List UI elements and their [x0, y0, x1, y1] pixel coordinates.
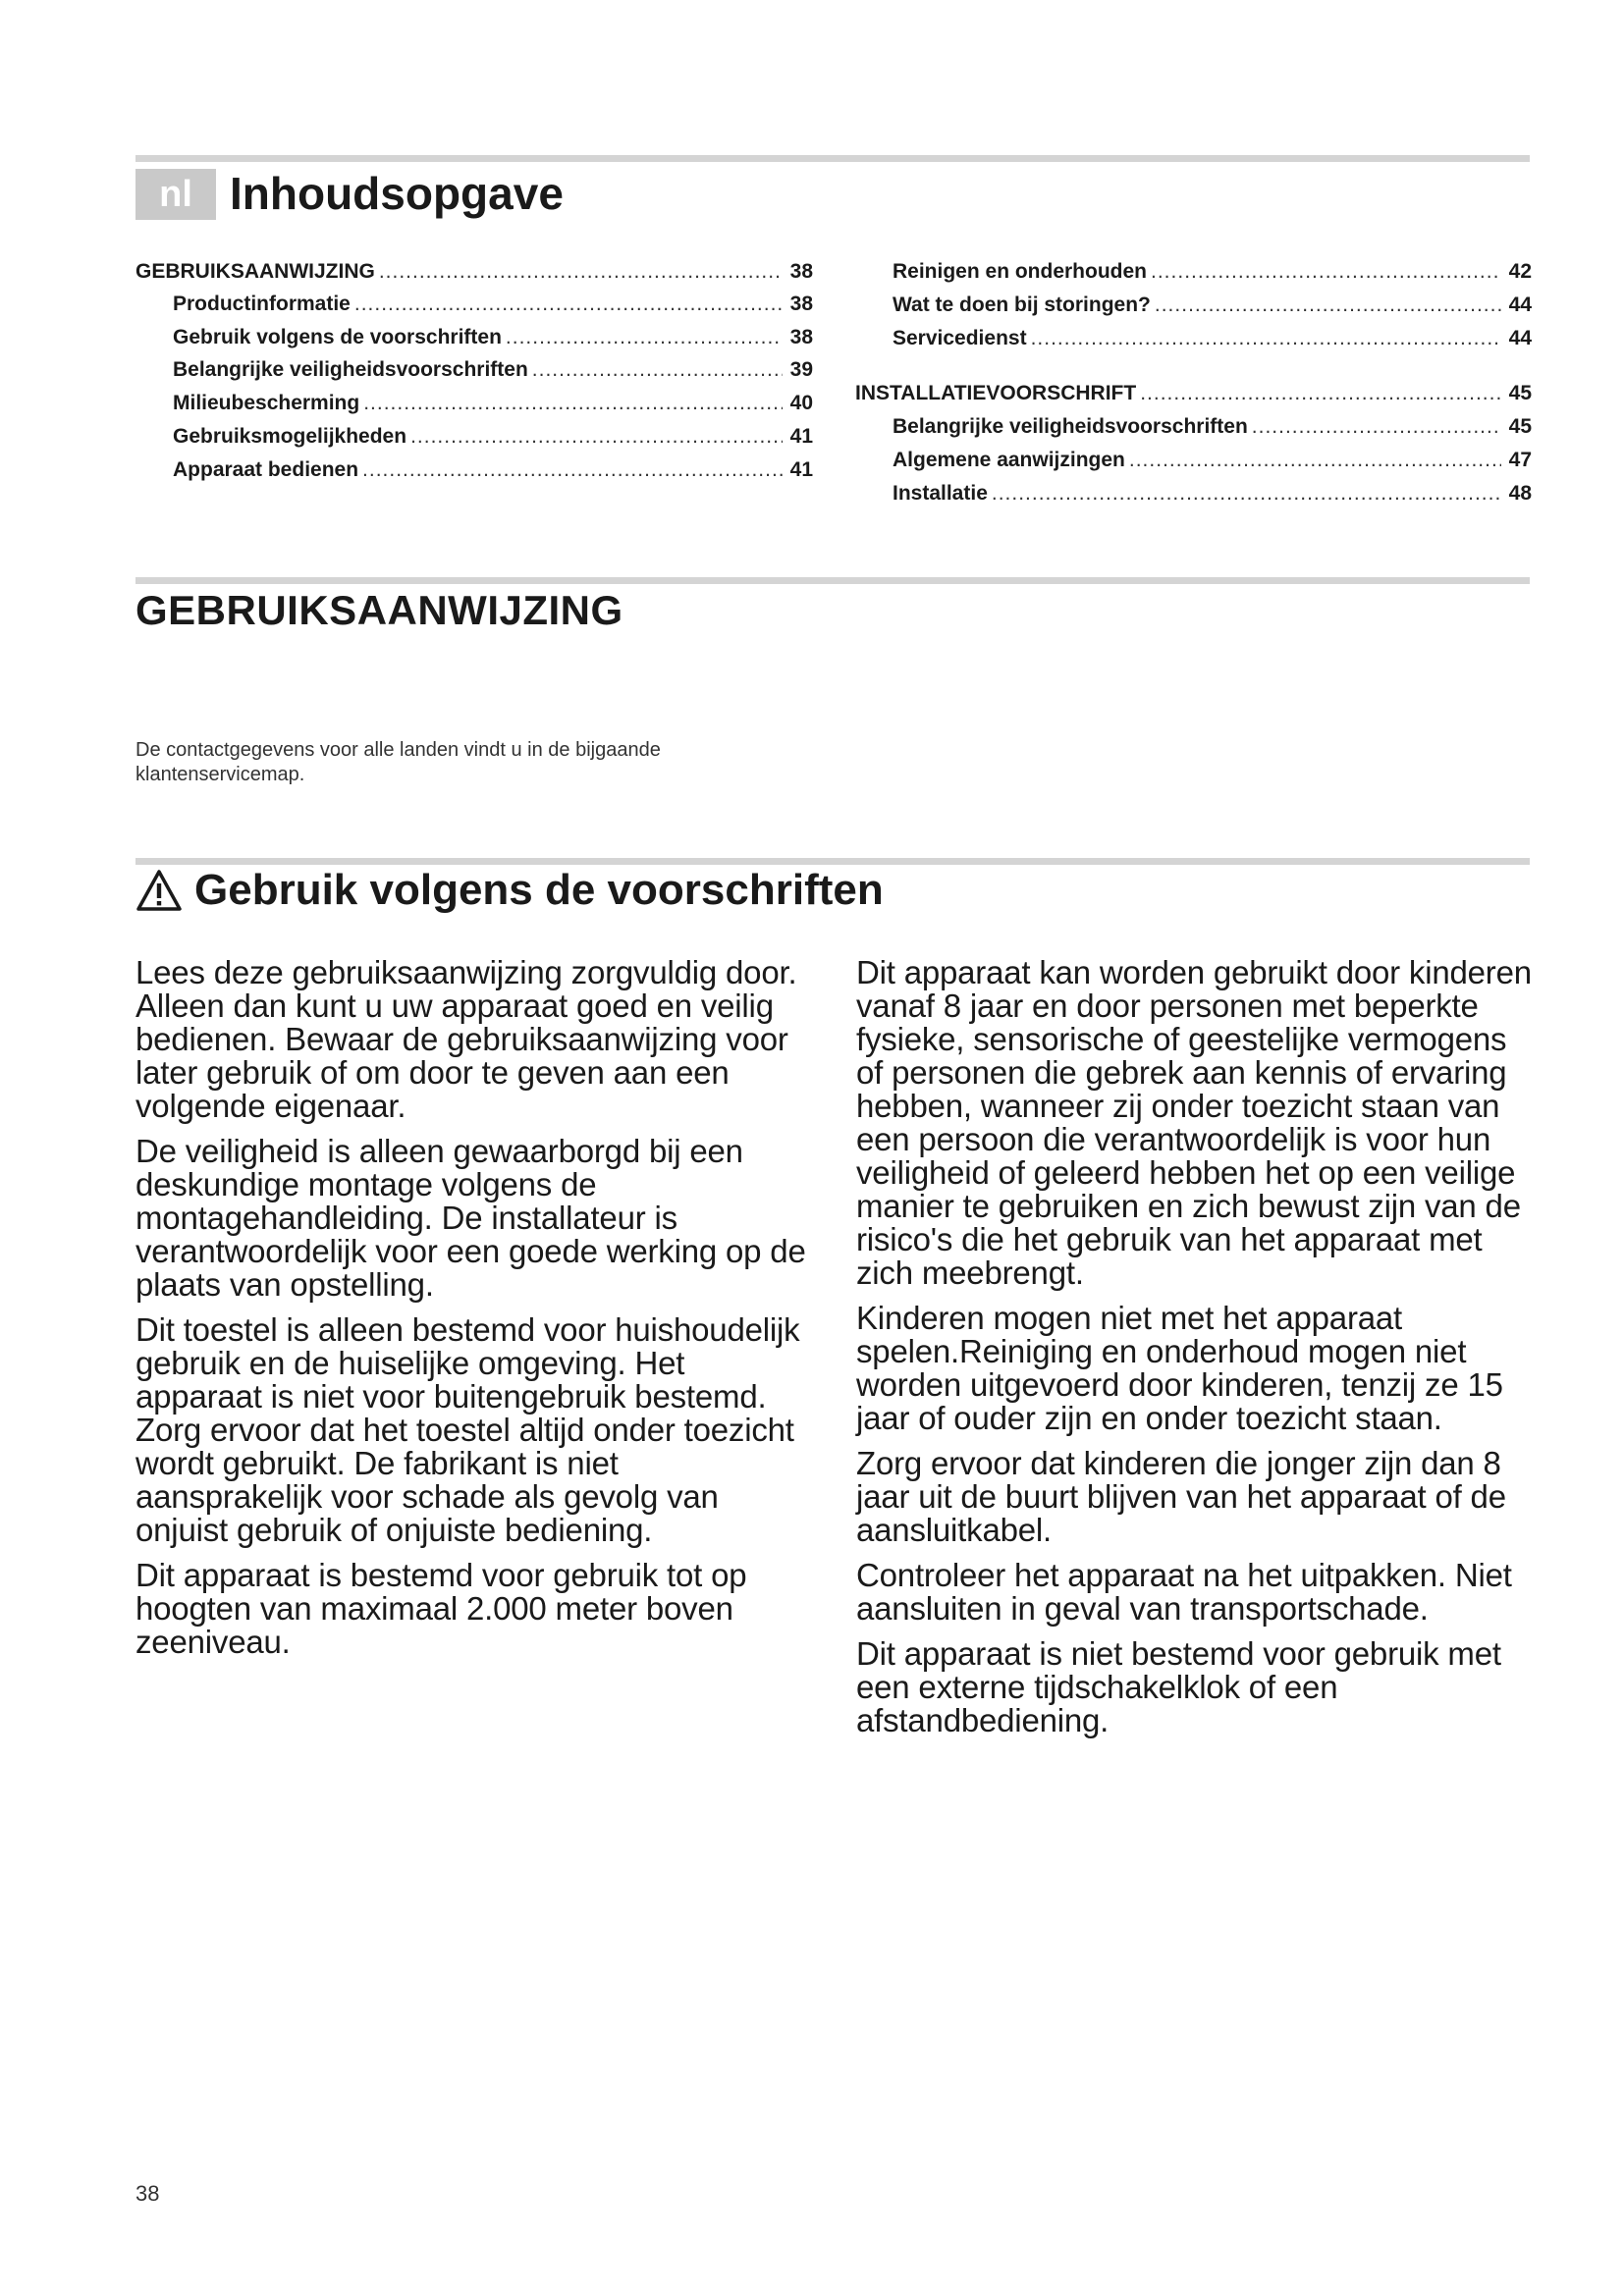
usage-left-column: [135, 956, 813, 1671]
toc-entry: [893, 257, 1532, 287]
toc-leader-dots: [506, 323, 783, 352]
toc-entry-label: Gebruik volgens de voorschriften: [173, 326, 502, 348]
toc-entry: [855, 379, 1532, 408]
toc-leader-dots: [532, 355, 783, 385]
toc-entry: [893, 291, 1532, 320]
toc-entry-page: 40: [789, 392, 813, 414]
usage-paragraph: Kinderen mogen niet met het apparaat spelen.Reiniging en onderhoud mogen niet worden uitgevoerd door kinderen, tenzij ze 15 jaar of ouder zijn en onder toezicht staan.: [856, 1300, 1503, 1436]
toc-entry: [173, 323, 813, 352]
toc-leader-dots: [354, 290, 783, 319]
toc-entry-label: Belangrijke veiligheidsvoorschriften: [893, 415, 1248, 438]
usage-paragraph: Dit toestel is alleen bestemd voor huishoudelijk gebruik en de huiselijke omgeving. Het apparaat is niet voor buitengebruik bestemd. Zorg ervoor dat het toestel altijd onder toezicht wordt gebruikt. De fabrikant is niet aansprakelijk voor schade als gevolg van onjuist gebruik of onjuiste bediening.: [135, 1311, 800, 1548]
toc-entry-page: 45: [1508, 382, 1532, 404]
language-badge: nl: [135, 169, 216, 220]
toc-entry-page: 38: [789, 326, 813, 348]
toc-entry: [135, 257, 813, 287]
toc-entry-page: 44: [1508, 327, 1532, 349]
usage-paragraph: De veiligheid is alleen gewaarborgd bij een deskundige montage volgens de montagehandleiding. De installateur is verantwoordelijk voor een goede werking op de plaats van opstelling.: [135, 1133, 806, 1303]
toc-entry-label: Algemene aanwijzingen: [893, 449, 1125, 471]
toc-leader-dots: [379, 257, 783, 287]
section-title: GEBRUIKSAANWIJZING: [135, 587, 623, 633]
toc-leader-dots: [1140, 379, 1500, 408]
toc-entry: [893, 324, 1532, 353]
usage-paragraph: Lees deze gebruiksaanwijzing zorgvuldig door. Alleen dan kunt u uw apparaat goed en veilig bedienen. Bewaar de gebruiksaanwijzing voor later gebruik of om door te geven aan een volgende eigenaar.: [135, 954, 797, 1124]
toc-entry-label: Productinformatie: [173, 293, 351, 315]
toc-entry-page: 38: [789, 293, 813, 315]
toc-entry-label: GEBRUIKSAANWIJZING: [135, 260, 375, 283]
usage-right-column: [856, 956, 1534, 1749]
toc-entry-page: 38: [789, 260, 813, 283]
toc-entry-page: 47: [1508, 449, 1532, 471]
usage-paragraph: Dit apparaat is bestemd voor gebruik tot op hoogten van maximaal 2.000 meter boven zeeniveau.: [135, 1557, 747, 1660]
toc-entry-label: Belangrijke veiligheidsvoorschriften: [173, 358, 528, 381]
toc-leader-dots: [1151, 257, 1501, 287]
usage-paragraph: Dit apparaat kan worden gebruikt door kinderen vanaf 8 jaar en door personen met beperkte fysieke, sensorische of geestelijke vermogens of personen die gebrek aan kennis of ervaring hebben, wanneer zij onder toezicht staan van een persoon die verantwoordelijk is voor hun veiligheid of geleerd hebben het op een veilige manier te gebruiken en zich bewust zijn van de risico's die het gebruik van het apparaat met zich meebrengt.: [856, 954, 1532, 1291]
usage-rule: [135, 858, 1530, 865]
toc-entry-label: Installatie: [893, 482, 988, 505]
toc-leader-dots: [362, 455, 783, 485]
toc-entry: [173, 422, 813, 452]
toc-entry-page: 39: [789, 358, 813, 381]
toc-entry: [893, 479, 1532, 508]
toc-entry-label: Gebruiksmogelijkheden: [173, 425, 407, 448]
toc-title: Inhoudsopgave: [230, 168, 564, 219]
usage-title: [135, 866, 884, 915]
toc-leader-dots: [1031, 324, 1501, 353]
toc-entry: [173, 455, 813, 485]
toc-leader-dots: [410, 422, 783, 452]
toc-entry-page: 44: [1508, 294, 1532, 316]
toc-entry-page: 41: [789, 458, 813, 481]
toc-entry: [893, 446, 1532, 475]
toc-entry-label: Milieubescherming: [173, 392, 360, 414]
usage-paragraph: Zorg ervoor dat kinderen die jonger zijn dan 8 jaar uit de buurt blijven van het apparaat of de aansluitkabel.: [856, 1445, 1506, 1548]
toc-leader-dots: [992, 479, 1501, 508]
warning-icon: [135, 869, 183, 912]
toc-entry-page: 45: [1508, 415, 1532, 438]
toc-entry-label: INSTALLATIEVOORSCHRIFT: [855, 382, 1137, 404]
toc-entry-page: 48: [1508, 482, 1532, 505]
toc-leader-dots: [363, 389, 782, 418]
toc-leader-dots: [1129, 446, 1501, 475]
toc-entry-page: 41: [789, 425, 813, 448]
toc-entry: [893, 412, 1532, 442]
toc-leader-dots: [1252, 412, 1501, 442]
toc-entry-label: Wat te doen bij storingen?: [893, 294, 1151, 316]
toc-entry-label: Reinigen en onderhouden: [893, 260, 1148, 283]
toc-entry-page: 42: [1508, 260, 1532, 283]
toc-top-rule: [135, 155, 1530, 162]
toc-leader-dots: [1155, 291, 1501, 320]
toc-entry-label: Servicedienst: [893, 327, 1027, 349]
page-number: 38: [135, 2181, 160, 2206]
usage-paragraph: Dit apparaat is niet bestemd voor gebruik met een externe tijdschakelklok of een afstandbediening.: [856, 1635, 1501, 1738]
toc-entry: [173, 290, 813, 319]
usage-title-text: Gebruik volgens de voorschriften: [194, 866, 884, 914]
contact-note: De contactgegevens voor alle landen vindt u in de bijgaande klantenservicemap.: [135, 739, 661, 785]
toc-entry-label: Apparaat bedienen: [173, 458, 359, 481]
usage-paragraph: Controleer het apparaat na het uitpakken. Niet aansluiten in geval van transportschade.: [856, 1557, 1512, 1627]
toc-entry: [173, 355, 813, 385]
section-rule: [135, 577, 1530, 584]
toc-entry: [173, 389, 813, 418]
